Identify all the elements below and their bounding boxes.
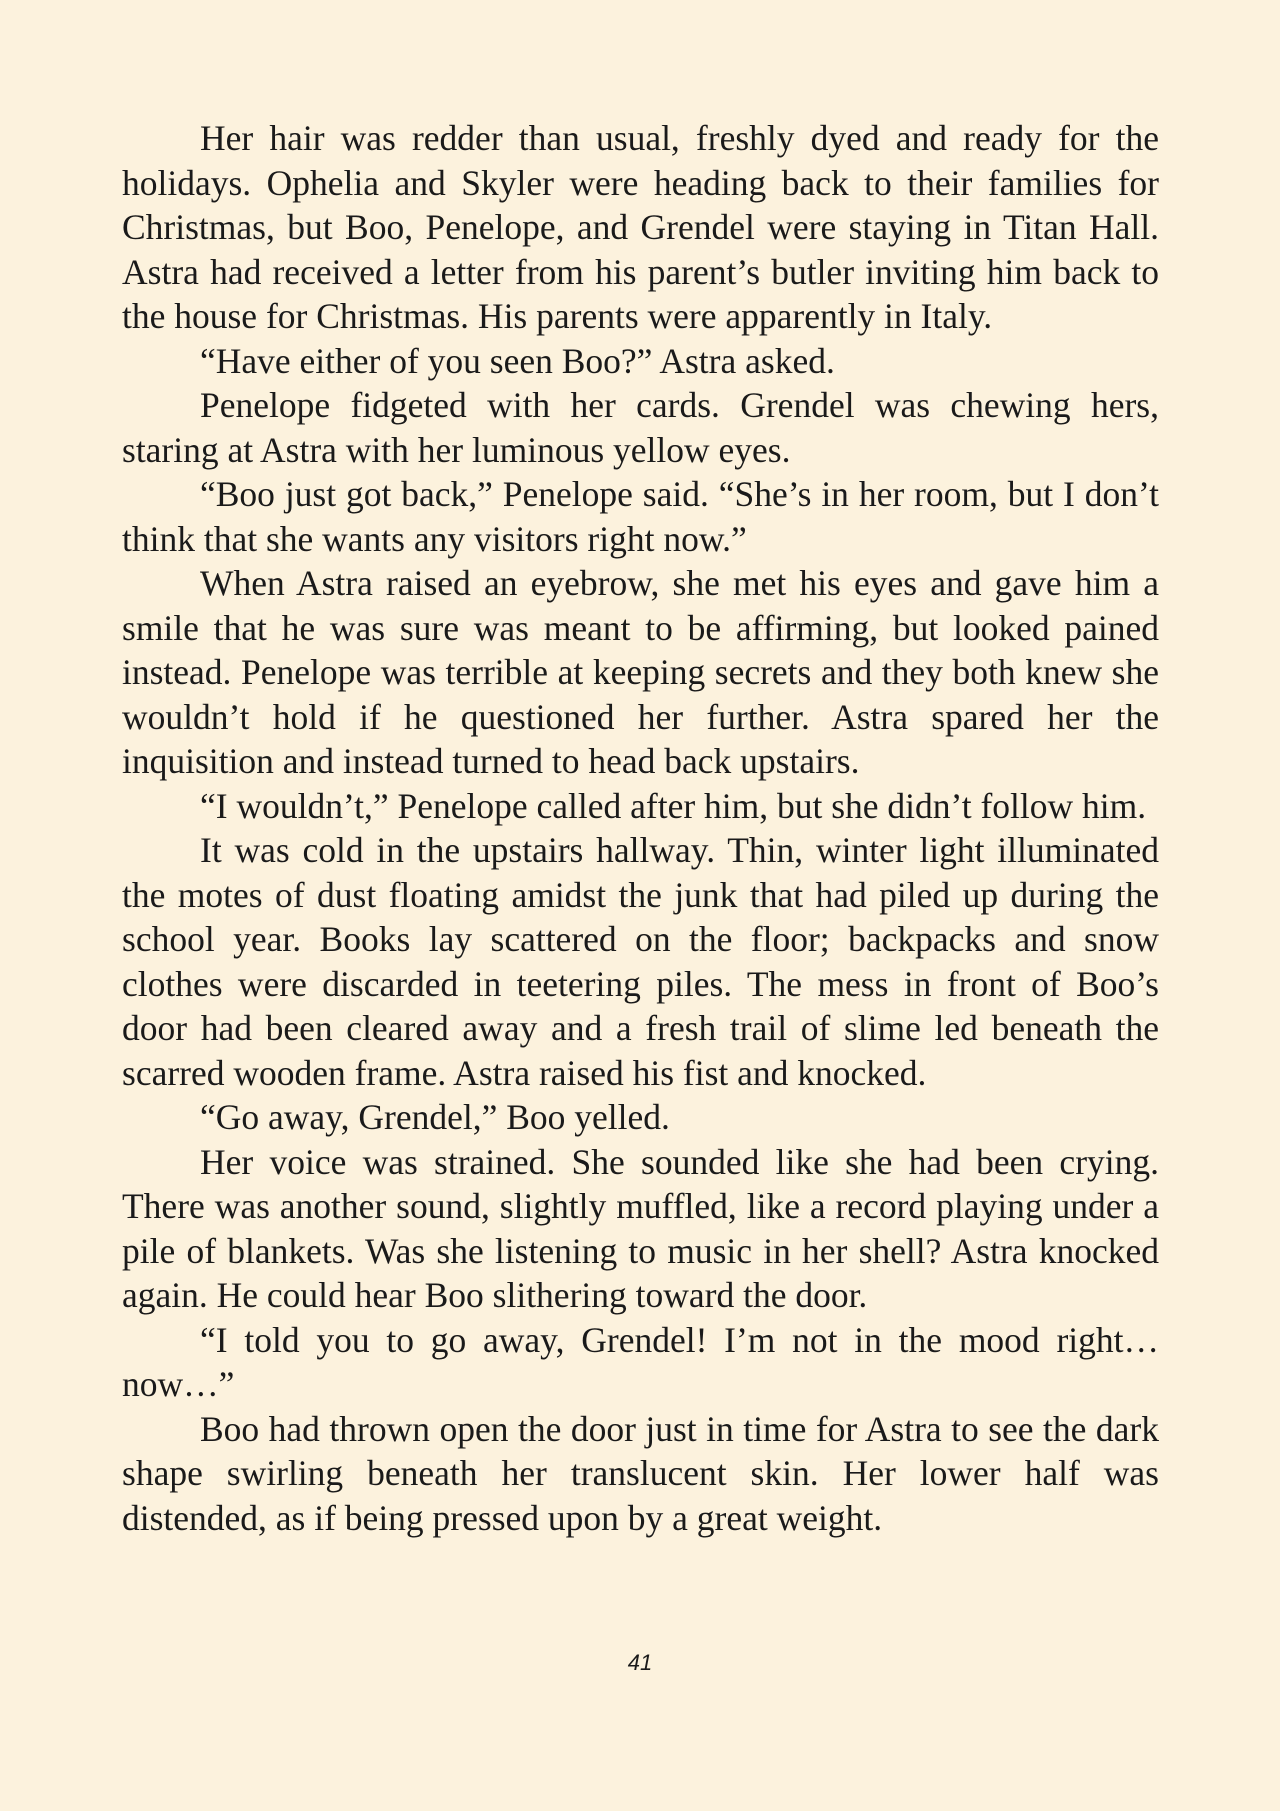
paragraph: Penelope fidgeted with her cards. Grendel was chewing hers, staring at Astra with her luminous yellow eyes. <box>122 385 1159 470</box>
paragraph: “Have either of you seen Boo?” Astra asked. <box>200 340 835 381</box>
page-number: 41 <box>627 1650 653 1675</box>
paragraph: When Astra raised an eyebrow, she met his eyes and gave him a smile that he was sure was meant to be affirming, but looked pained instead. Penelope was terrible at keeping secrets and they both knew she wouldn’t hold if he questioned her further. Astra spared her the inquisition and instead turned to head back upstairs. <box>122 563 1159 781</box>
paragraph: “Go away, Grendel,” Boo yelled. <box>200 1097 670 1137</box>
paragraph: “Boo just got back,” Penelope said. “She’s in her room, but I don’t think that she wants any visitors right now.” <box>122 474 1159 559</box>
paragraph: “I wouldn’t,” Penelope called after him, but she didn’t follow him. <box>200 785 1147 826</box>
paragraph: Boo had thrown open the door just in time for Astra to see the dark shape swirling beneath her translucent skin. Her lower half was distended, as if being pressed upon by a great weight. <box>122 1408 1159 1538</box>
paragraph: It was cold in the upstairs hallway. Thin, winter light illuminated the motes of dust floating amidst the junk that had piled up during the school year. Books lay scattered on the floor; backpacks and snow clothes were discarded in teetering piles. The mess in front of Boo’s door had been cleared away and a fresh trail of slime led beneath the scarred wooden frame. Astra raised his fist and knocked. <box>122 830 1159 1093</box>
paragraph: “I told you to go away, Grendel! I’m not in the mood right…now…” <box>122 1319 1159 1404</box>
paragraph: Her voice was strained. She sounded like she had been crying. There was another sound, slightly muffled, like a record playing under a pile of blankets. Was she listening to music in her shell? Astra knocked again. He could hear Boo slithering toward the door. <box>122 1141 1159 1315</box>
paragraph: Her hair was redder than usual, freshly dyed and ready for the holidays. Ophelia and Skyler were heading back to their families for Christmas, but Boo, Penelope, and Grendel were staying in Titan Hall. Astra had received a letter from his parent’s butler inviting him back to the house for Christmas. His parents were apparently in Italy. <box>122 118 1159 336</box>
page-body <box>122 116 1159 1540</box>
